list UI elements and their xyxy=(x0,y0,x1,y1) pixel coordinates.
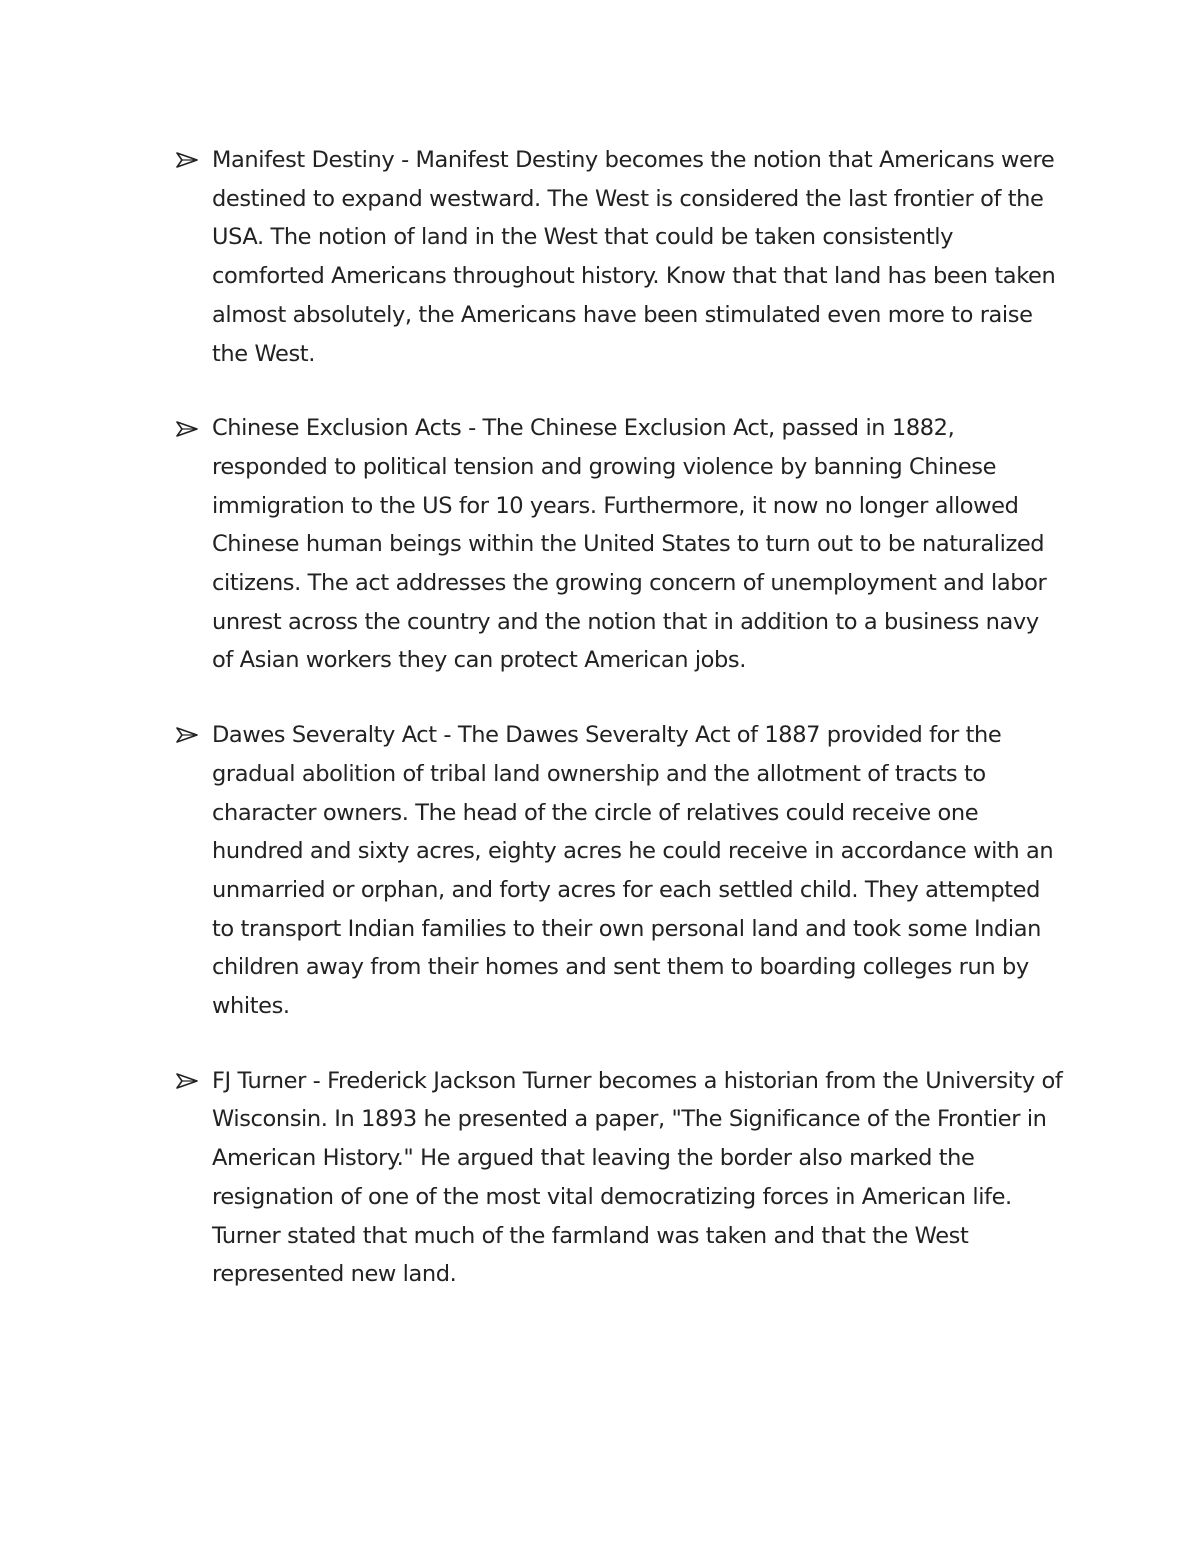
arrowhead-bullet-icon xyxy=(176,716,200,755)
list-item-manifest-destiny xyxy=(176,141,1066,373)
list-item-text: FJ Turner - Frederick Jackson Turner becomes a historian from the University of Wisconsin. In 1893 he presented a paper, "The Significance of the Frontier in American History." He argued that leaving the border also marked the resignation of one of the most vital democratizing forces in American life. Turner stated that much of the farmland was taken and that the West represented new land. xyxy=(212,1067,1063,1288)
list-item-text: Chinese Exclusion Acts - The Chinese Exclusion Act, passed in 1882, responded to political tension and growing violence by banning Chinese immigration to the US for 10 years. Furthermore, it now no longer allowed Chinese human beings within the United States to turn out to be naturalized citizens. The act addresses the growing concern of unemployment and labor unrest across the country and the notion that in addition to a business navy of Asian workers they can protect American jobs. xyxy=(212,415,1047,674)
list-item-dawes-severalty-act xyxy=(176,716,1066,1026)
list-item-chinese-exclusion-acts xyxy=(176,409,1066,680)
list-item-text: Manifest Destiny - Manifest Destiny becomes the notion that Americans were destined to expand westward. The West is considered the last frontier of the USA. The notion of land in the West that could be taken consistently comforted Americans throughout history. Know that that land has been taken almost absolutely, the Americans have been stimulated even more to raise the West. xyxy=(212,147,1056,367)
list-item-text: Dawes Severalty Act - The Dawes Severalty Act of 1887 provided for the gradual abolition of tribal land ownership and the allotment of tracts to character owners. The head of the circle of relatives could receive one hundred and sixty acres, eighty acres he could receive in accordance with an unmarried or orphan, and forty acres for each settled child. They attempted to transport Indian families to their own personal land and took some Indian children away from their homes and sent them to boarding colleges run by whites. xyxy=(212,722,1054,1020)
arrowhead-bullet-icon xyxy=(176,1062,200,1101)
arrowhead-bullet-icon xyxy=(176,409,200,448)
arrowhead-bullet-icon xyxy=(176,141,200,180)
list-item-fj-turner xyxy=(176,1062,1066,1294)
bullet-list xyxy=(176,141,1066,1330)
